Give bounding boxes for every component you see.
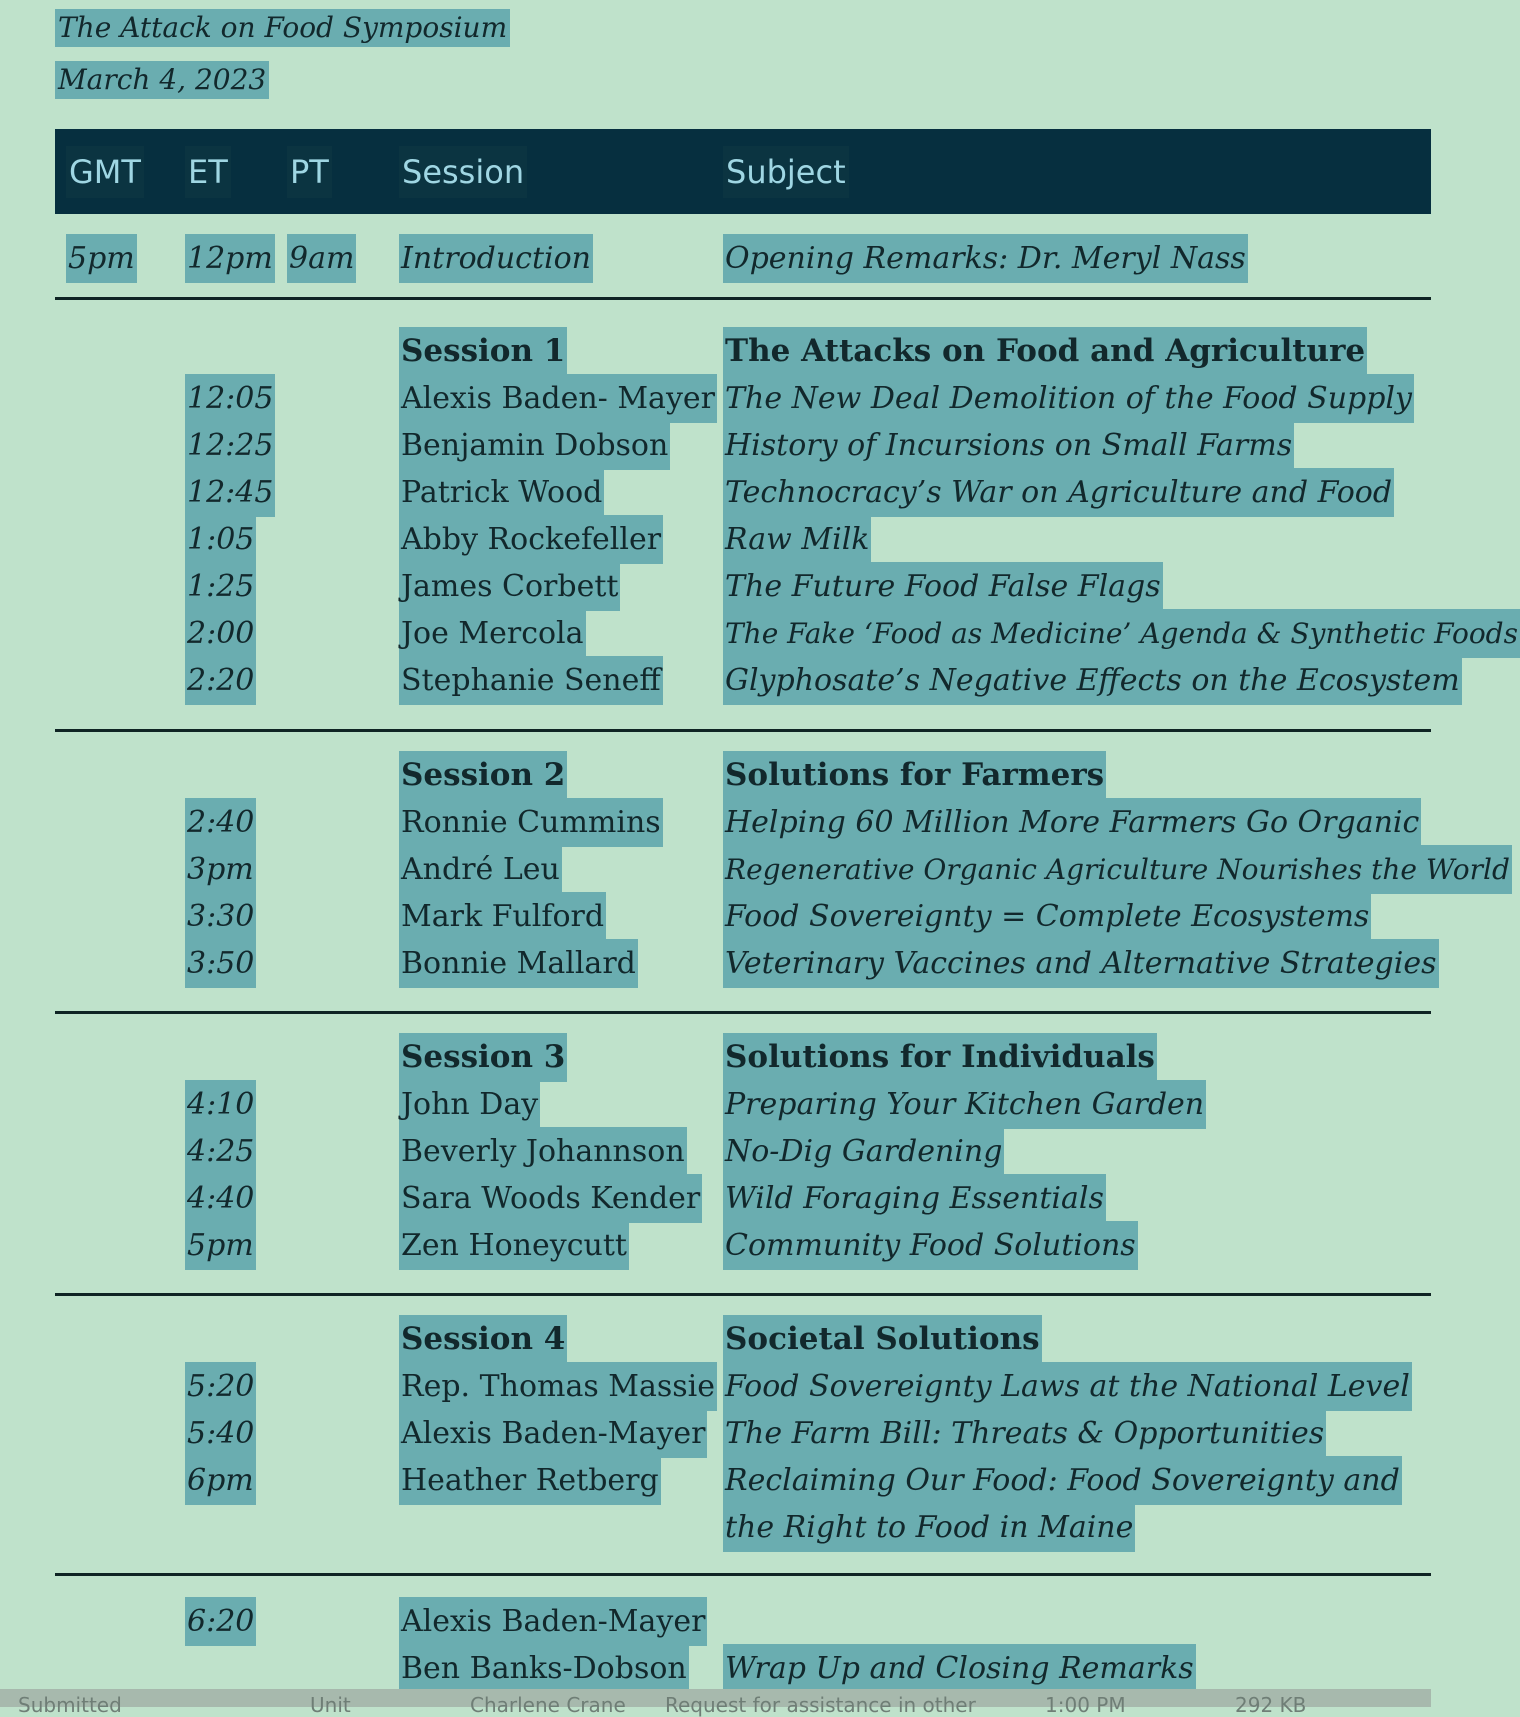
talk-speaker: Heather Retberg (399, 1456, 661, 1505)
talk-subject: Veterinary Vaccines and Alternative Strategies (723, 939, 1439, 988)
talk-subject: The New Deal Demolition of the Food Supply (723, 374, 1414, 423)
column-header-pt: PT (287, 146, 332, 198)
talk-time: 2:40 (185, 798, 256, 847)
talk-subject: The Future Food False Flags (723, 562, 1163, 611)
talk-time: 1:25 (185, 562, 256, 611)
talk-time: 12:25 (185, 421, 275, 470)
talk-time: 4:10 (185, 1080, 256, 1129)
column-header-session: Session (399, 146, 527, 198)
talk-speaker: Rep. Thomas Massie (399, 1362, 717, 1411)
talk-speaker: Beverly Johannson (399, 1127, 687, 1176)
talk-speaker: Joe Mercola (399, 609, 586, 658)
closing-speaker: Ben Banks-Dobson (399, 1644, 689, 1693)
talk-speaker: André Leu (399, 845, 562, 894)
talk-subject: The Farm Bill: Threats & Opportunities (723, 1409, 1326, 1458)
talk-speaker: Sara Woods Kender (399, 1174, 702, 1223)
talk-subject: Food Sovereignty Laws at the National Level (723, 1362, 1412, 1411)
talk-time: 12:45 (185, 468, 275, 517)
talk-subject: Preparing Your Kitchen Garden (723, 1080, 1206, 1129)
talk-speaker: Stephanie Seneff (399, 656, 663, 705)
talk-speaker: Zen Honeycutt (399, 1221, 629, 1270)
talk-subject: No-Dig Gardening (723, 1127, 1004, 1176)
talk-subject: Technocracy’s War on Agriculture and Food (723, 468, 1394, 517)
symposium-date: March 4, 2023 (55, 61, 269, 99)
talk-subject: Regenerative Organic Agriculture Nourishes the World (723, 845, 1512, 894)
section-divider (55, 297, 1431, 300)
session-title: Societal Solutions (723, 1315, 1042, 1364)
talk-speaker: Bonnie Mallard (399, 939, 638, 988)
talk-time: 2:20 (185, 656, 256, 705)
talk-speaker: Patrick Wood (399, 468, 604, 517)
session-title: Solutions for Individuals (723, 1033, 1157, 1082)
talk-subject: Raw Milk (723, 515, 871, 564)
bottom-strip (0, 1689, 1431, 1717)
bottom-strip-text: Unit (310, 1693, 351, 1717)
session-label: Session 4 (399, 1315, 567, 1364)
closing-speaker: Alexis Baden-Mayer (399, 1597, 707, 1646)
session-title: Solutions for Farmers (723, 751, 1106, 800)
column-header-et: ET (185, 146, 231, 198)
talk-subject: Wild Foraging Essentials (723, 1174, 1106, 1223)
talk-subject: Food Sovereignty = Complete Ecosystems (723, 892, 1371, 941)
bottom-strip-text: 1:00 PM (1045, 1693, 1126, 1717)
talk-time: 3:50 (185, 939, 256, 988)
talk-speaker: Abby Rockefeller (399, 515, 663, 564)
symposium-title: The Attack on Food Symposium (55, 9, 510, 47)
session-title: The Attacks on Food and Agriculture (723, 327, 1367, 376)
section-divider (55, 1573, 1431, 1576)
talk-time: 4:40 (185, 1174, 256, 1223)
talk-subject-continuation: the Right to Food in Maine (723, 1503, 1135, 1552)
intro-gmt-time: 5pm (66, 234, 137, 283)
talk-time: 2:00 (185, 609, 256, 658)
talk-speaker: Mark Fulford (399, 892, 606, 941)
talk-subject: Community Food Solutions (723, 1221, 1138, 1270)
talk-time: 5pm (185, 1221, 256, 1270)
talk-speaker: Alexis Baden-Mayer (399, 1409, 707, 1458)
session-label: Session 3 (399, 1033, 567, 1082)
closing-time: 6:20 (185, 1597, 256, 1646)
intro-session: Introduction (399, 234, 593, 283)
talk-time: 3pm (185, 845, 256, 894)
session-label: Session 2 (399, 751, 567, 800)
talk-speaker: James Corbett (399, 562, 620, 611)
bottom-strip-text: 292 KB (1235, 1693, 1307, 1717)
talk-subject: History of Incursions on Small Farms (723, 421, 1294, 470)
talk-speaker: Alexis Baden- Mayer (399, 374, 717, 423)
closing-subject: Wrap Up and Closing Remarks (723, 1644, 1196, 1693)
talk-time: 5:40 (185, 1409, 256, 1458)
session-label: Session 1 (399, 327, 567, 376)
talk-time: 6pm (185, 1456, 256, 1505)
talk-subject: The Fake ‘Food as Medicine’ Agenda & Synthetic Foods (723, 609, 1520, 658)
section-divider (55, 1293, 1431, 1296)
talk-subject: Glyphosate’s Negative Effects on the Ecosystem (723, 656, 1462, 705)
intro-pt-time: 9am (287, 234, 356, 283)
intro-subject: Opening Remarks: Dr. Meryl Nass (723, 234, 1248, 283)
talk-subject: Helping 60 Million More Farmers Go Organic (723, 798, 1421, 847)
talk-time: 5:20 (185, 1362, 256, 1411)
talk-time: 1:05 (185, 515, 256, 564)
intro-et-time: 12pm (185, 234, 275, 283)
talk-speaker: Ronnie Cummins (399, 798, 663, 847)
talk-time: 3:30 (185, 892, 256, 941)
talk-subject: Reclaiming Our Food: Food Sovereignty and (723, 1456, 1402, 1505)
column-header-gmt: GMT (66, 146, 144, 198)
bottom-strip-text: Charlene Crane (470, 1693, 626, 1717)
talk-speaker: John Day (399, 1080, 540, 1129)
bottom-strip-text: Submitted (18, 1693, 122, 1717)
column-header-subject: Subject (723, 146, 849, 198)
talk-time: 4:25 (185, 1127, 256, 1176)
section-divider (55, 1011, 1431, 1014)
section-divider (55, 729, 1431, 732)
talk-speaker: Benjamin Dobson (399, 421, 670, 470)
bottom-strip-text: Request for assistance in other (665, 1693, 976, 1717)
talk-time: 12:05 (185, 374, 275, 423)
